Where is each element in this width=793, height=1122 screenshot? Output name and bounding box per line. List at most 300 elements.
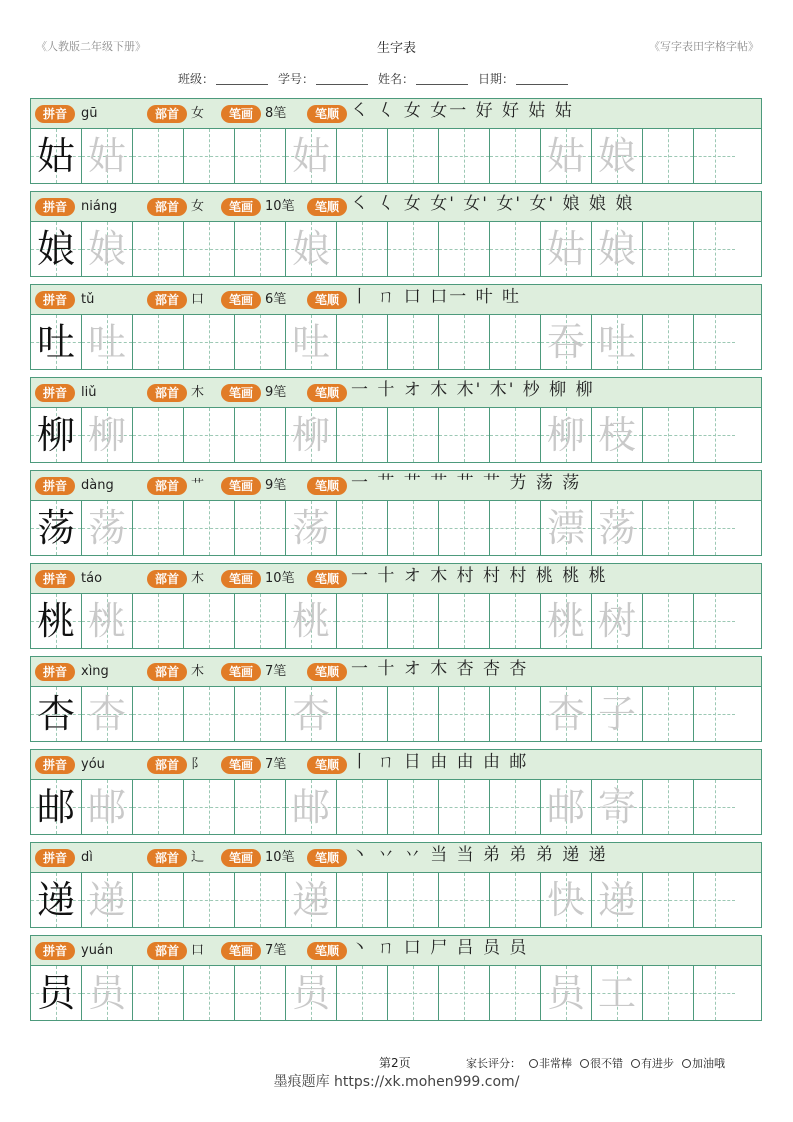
stroke-order-value: 一 艹 艹 艹 艹 艹 艻 荡 荡 xyxy=(351,473,582,493)
radical-tag: 部首 xyxy=(147,198,187,216)
pinyin-tag: 拼音 xyxy=(35,384,75,402)
trace-character: 柳 xyxy=(87,413,126,457)
practice-cell[interactable] xyxy=(490,594,541,648)
word-trace-cell xyxy=(541,687,592,741)
pinyin-tag: 拼音 xyxy=(35,849,75,867)
model-character: 员 xyxy=(36,971,75,1015)
model-character-cell xyxy=(31,687,82,741)
stroke-order-tag: 笔顺 xyxy=(307,291,347,309)
trace-character: 递 xyxy=(87,878,126,922)
practice-grid xyxy=(31,966,761,1020)
practice-cell[interactable] xyxy=(490,501,541,555)
practice-cell[interactable] xyxy=(490,129,541,183)
worksheet-type-label: 《写字表田字格字帖》 xyxy=(649,40,759,53)
model-character: 柳 xyxy=(36,413,75,457)
model-character: 桃 xyxy=(36,599,75,643)
entry-header xyxy=(31,843,761,873)
radical-tag: 部首 xyxy=(147,756,187,774)
word-trace-cell xyxy=(541,594,592,648)
practice-cell[interactable] xyxy=(337,129,388,183)
practice-cell[interactable] xyxy=(133,501,184,555)
word-trace-cell xyxy=(541,780,592,834)
trace-character: 桃 xyxy=(291,599,330,643)
word-trace-cell xyxy=(541,873,592,927)
student-info-row xyxy=(178,70,578,87)
pinyin-value: liǔ xyxy=(81,385,97,400)
practice-cell[interactable] xyxy=(133,780,184,834)
trace-character: 娘 xyxy=(291,227,330,271)
practice-cell[interactable] xyxy=(133,966,184,1020)
trace-character: 快 xyxy=(546,878,585,922)
character-entry xyxy=(30,842,762,928)
word-trace-cell xyxy=(592,315,643,369)
word-trace-cell xyxy=(592,873,643,927)
practice-cell[interactable] xyxy=(235,966,286,1020)
character-entry xyxy=(30,935,762,1021)
class-blank[interactable] xyxy=(216,73,268,85)
practice-cell[interactable] xyxy=(388,129,439,183)
pinyin-tag: 拼音 xyxy=(35,570,75,588)
rating-option-label: 很不错 xyxy=(590,1057,623,1070)
practice-cell[interactable] xyxy=(337,594,388,648)
radical-value: 木 xyxy=(191,664,205,679)
practice-cell[interactable] xyxy=(439,966,490,1020)
character-entry xyxy=(30,563,762,649)
trace-character: 娘 xyxy=(597,134,636,178)
stroke-count-tag: 笔画 xyxy=(221,477,261,495)
model-character-cell xyxy=(31,780,82,834)
practice-cell[interactable] xyxy=(184,873,235,927)
trace-character-cell xyxy=(286,873,337,927)
practice-cell[interactable] xyxy=(694,129,735,183)
radical-tag: 部首 xyxy=(147,105,187,123)
practice-cell[interactable] xyxy=(337,687,388,741)
practice-cell[interactable] xyxy=(439,501,490,555)
practice-cell[interactable] xyxy=(439,408,490,462)
entry-header xyxy=(31,192,761,222)
site-watermark: 墨痕题库 https://xk.mohen999.com/ xyxy=(273,1074,520,1090)
radical-value: 艹 xyxy=(191,478,205,493)
pinyin-value: dàng xyxy=(81,478,114,493)
word-trace-cell xyxy=(592,780,643,834)
stroke-count-tag: 笔画 xyxy=(221,570,261,588)
parent-rating-label: 家长评分： xyxy=(466,1057,521,1070)
trace-character: 树 xyxy=(597,599,636,643)
practice-cell[interactable] xyxy=(388,594,439,648)
practice-cell[interactable] xyxy=(133,594,184,648)
stroke-order-value: 丶 丷 丷 当 当 弟 弟 弟 递 递 xyxy=(351,845,608,865)
trace-character: 桃 xyxy=(87,599,126,643)
stroke-order-value: ㇛ 𡿨 女 女一 好 好 姑 姑 xyxy=(351,101,574,121)
radical-value: 阝 xyxy=(191,757,205,772)
trace-character-cell xyxy=(286,687,337,741)
practice-cell[interactable] xyxy=(643,222,694,276)
stroke-count-tag: 笔画 xyxy=(221,198,261,216)
practice-cell[interactable] xyxy=(133,408,184,462)
practice-cell[interactable] xyxy=(439,780,490,834)
model-character-cell xyxy=(31,966,82,1020)
entry-header xyxy=(31,657,761,687)
stroke-order-value: 丶 ㄇ 口 尸 吕 员 员 xyxy=(351,938,529,958)
pinyin-tag: 拼音 xyxy=(35,477,75,495)
stroke-count-tag: 笔画 xyxy=(221,291,261,309)
entry-header xyxy=(31,285,761,315)
trace-character: 娘 xyxy=(597,227,636,271)
stroke-order-value: 一 十 オ 木 杏 杏 杏 xyxy=(351,659,529,679)
practice-cell[interactable] xyxy=(388,966,439,1020)
practice-cell[interactable] xyxy=(439,594,490,648)
name-blank[interactable] xyxy=(416,73,468,85)
stroke-count-tag: 笔画 xyxy=(221,849,261,867)
practice-cell[interactable] xyxy=(235,315,286,369)
practice-cell[interactable] xyxy=(235,873,286,927)
rating-option-label: 加油哦 xyxy=(692,1057,725,1070)
practice-grid xyxy=(31,687,761,741)
practice-cell[interactable] xyxy=(235,222,286,276)
practice-cell[interactable] xyxy=(490,966,541,1020)
model-character: 吐 xyxy=(36,320,75,364)
word-trace-cell xyxy=(541,501,592,555)
practice-cell[interactable] xyxy=(337,222,388,276)
practice-cell[interactable] xyxy=(643,687,694,741)
model-character-cell xyxy=(31,501,82,555)
trace-character: 吐 xyxy=(597,320,636,364)
class-field xyxy=(178,70,268,87)
trace-character: 枝 xyxy=(597,413,636,457)
practice-cell[interactable] xyxy=(388,873,439,927)
stroke-count-value: 7笔 xyxy=(265,943,287,958)
practice-cell[interactable] xyxy=(490,687,541,741)
practice-cell[interactable] xyxy=(184,315,235,369)
trace-character: 递 xyxy=(597,878,636,922)
practice-cell[interactable] xyxy=(133,873,184,927)
date-blank[interactable] xyxy=(516,73,568,85)
trace-character-cell xyxy=(82,780,133,834)
practice-cell[interactable] xyxy=(235,594,286,648)
practice-cell[interactable] xyxy=(235,687,286,741)
practice-cell[interactable] xyxy=(337,873,388,927)
stroke-order-tag: 笔顺 xyxy=(307,663,347,681)
practice-cell[interactable] xyxy=(133,687,184,741)
entry-header xyxy=(31,99,761,129)
entry-header xyxy=(31,750,761,780)
rating-option-label: 非常棒 xyxy=(539,1057,572,1070)
radio-circle-icon xyxy=(682,1059,691,1068)
trace-character: 杏 xyxy=(87,692,126,736)
practice-cell[interactable] xyxy=(235,129,286,183)
model-character-cell xyxy=(31,222,82,276)
character-entry xyxy=(30,98,762,184)
entry-header xyxy=(31,378,761,408)
trace-character-cell xyxy=(286,501,337,555)
stroke-order-tag: 笔顺 xyxy=(307,477,347,495)
practice-cell[interactable] xyxy=(184,408,235,462)
rating-option-improving[interactable] xyxy=(631,1055,674,1071)
trace-character-cell xyxy=(82,501,133,555)
trace-character-cell xyxy=(286,408,337,462)
practice-cell[interactable] xyxy=(439,222,490,276)
practice-cell[interactable] xyxy=(643,501,694,555)
stroke-count-tag: 笔画 xyxy=(221,756,261,774)
practice-cell[interactable] xyxy=(388,315,439,369)
trace-character: 娘 xyxy=(87,227,126,271)
radical-value: 辶 xyxy=(191,850,205,865)
practice-cell[interactable] xyxy=(133,129,184,183)
stroke-order-tag: 笔顺 xyxy=(307,942,347,960)
radical-value: 木 xyxy=(191,385,205,400)
practice-cell[interactable] xyxy=(337,408,388,462)
practice-cell[interactable] xyxy=(643,408,694,462)
stroke-order-tag: 笔顺 xyxy=(307,756,347,774)
practice-cell[interactable] xyxy=(184,966,235,1020)
stroke-order-value: 丨 ㄇ 口 口一 叶 吐 xyxy=(351,287,522,307)
trace-character-cell xyxy=(82,222,133,276)
rating-option-label: 有进步 xyxy=(641,1057,674,1070)
practice-cell[interactable] xyxy=(337,501,388,555)
practice-cell[interactable] xyxy=(439,129,490,183)
trace-character: 柳 xyxy=(291,413,330,457)
pinyin-tag: 拼音 xyxy=(35,105,75,123)
word-trace-cell xyxy=(541,966,592,1020)
radio-circle-icon xyxy=(631,1059,640,1068)
pinyin-value: yóu xyxy=(81,757,105,772)
character-table xyxy=(30,98,762,1028)
radical-value: 口 xyxy=(191,292,205,307)
word-trace-cell xyxy=(592,408,643,462)
model-character: 娘 xyxy=(36,227,75,271)
radical-tag: 部首 xyxy=(147,663,187,681)
stroke-count-tag: 笔画 xyxy=(221,663,261,681)
practice-cell[interactable] xyxy=(694,687,735,741)
practice-cell[interactable] xyxy=(337,780,388,834)
word-trace-cell xyxy=(592,594,643,648)
trace-character-cell xyxy=(82,873,133,927)
practice-cell[interactable] xyxy=(184,780,235,834)
trace-character: 杏 xyxy=(291,692,330,736)
pinyin-tag: 拼音 xyxy=(35,291,75,309)
model-character-cell xyxy=(31,408,82,462)
radio-circle-icon xyxy=(580,1059,589,1068)
practice-cell[interactable] xyxy=(337,315,388,369)
radical-tag: 部首 xyxy=(147,942,187,960)
trace-character-cell xyxy=(286,966,337,1020)
practice-cell[interactable] xyxy=(694,501,735,555)
radical-tag: 部首 xyxy=(147,570,187,588)
trace-character-cell xyxy=(286,222,337,276)
practice-cell[interactable] xyxy=(490,408,541,462)
practice-cell[interactable] xyxy=(694,780,735,834)
trace-character: 邮 xyxy=(291,785,330,829)
practice-cell[interactable] xyxy=(694,315,735,369)
practice-cell[interactable] xyxy=(643,966,694,1020)
student-id-label: 学号： xyxy=(278,72,315,86)
trace-character: 桃 xyxy=(546,599,585,643)
practice-cell[interactable] xyxy=(184,594,235,648)
stroke-order-tag: 笔顺 xyxy=(307,198,347,216)
practice-cell[interactable] xyxy=(184,222,235,276)
stroke-count-value: 6笔 xyxy=(265,292,287,307)
practice-cell[interactable] xyxy=(133,222,184,276)
pinyin-value: xìng xyxy=(81,664,109,679)
model-character-cell xyxy=(31,129,82,183)
trace-character: 柳 xyxy=(546,413,585,457)
trace-character: 漂 xyxy=(546,506,585,550)
practice-grid xyxy=(31,315,761,369)
practice-cell[interactable] xyxy=(337,966,388,1020)
pinyin-tag: 拼音 xyxy=(35,198,75,216)
practice-cell[interactable] xyxy=(439,687,490,741)
practice-cell[interactable] xyxy=(388,501,439,555)
practice-grid xyxy=(31,222,761,276)
practice-cell[interactable] xyxy=(184,129,235,183)
date-label: 日期： xyxy=(478,72,515,86)
trace-character: 杏 xyxy=(546,692,585,736)
trace-character: 员 xyxy=(546,971,585,1015)
trace-character-cell xyxy=(286,315,337,369)
stroke-count-value: 7笔 xyxy=(265,757,287,772)
student-id-blank[interactable] xyxy=(316,73,368,85)
stroke-order-value: 丨 ㄇ 日 由 由 由 邮 xyxy=(351,752,529,772)
practice-cell[interactable] xyxy=(643,780,694,834)
trace-character: 寄 xyxy=(597,785,636,829)
word-trace-cell xyxy=(541,129,592,183)
character-entry xyxy=(30,749,762,835)
stroke-order-value: 一 十 オ 木 木' 木' 杪 柳 柳 xyxy=(351,380,595,400)
name-field xyxy=(378,70,468,87)
trace-character: 荡 xyxy=(597,506,636,550)
stroke-order-value: 一 十 オ 木 村 村 村 桃 桃 桃 xyxy=(351,566,608,586)
word-trace-cell xyxy=(592,687,643,741)
model-character: 杏 xyxy=(36,692,75,736)
name-label: 姓名： xyxy=(378,72,415,86)
trace-character: 递 xyxy=(291,878,330,922)
model-character-cell xyxy=(31,873,82,927)
model-character: 递 xyxy=(36,878,75,922)
word-trace-cell xyxy=(541,222,592,276)
pinyin-tag: 拼音 xyxy=(35,756,75,774)
trace-character: 吞 xyxy=(546,320,585,364)
trace-character: 邮 xyxy=(546,785,585,829)
stroke-order-tag: 笔顺 xyxy=(307,384,347,402)
practice-cell[interactable] xyxy=(490,315,541,369)
practice-cell[interactable] xyxy=(184,501,235,555)
radical-tag: 部首 xyxy=(147,477,187,495)
character-entry xyxy=(30,377,762,463)
trace-character-cell xyxy=(82,594,133,648)
rating-option-excellent[interactable] xyxy=(529,1055,572,1071)
stroke-count-tag: 笔画 xyxy=(221,105,261,123)
trace-character: 吐 xyxy=(87,320,126,364)
model-character: 邮 xyxy=(36,785,75,829)
model-character-cell xyxy=(31,315,82,369)
radical-tag: 部首 xyxy=(147,291,187,309)
word-trace-cell xyxy=(592,966,643,1020)
stroke-count-value: 9笔 xyxy=(265,478,287,493)
trace-character: 员 xyxy=(291,971,330,1015)
practice-cell[interactable] xyxy=(235,408,286,462)
entry-header xyxy=(31,564,761,594)
stroke-order-tag: 笔顺 xyxy=(307,570,347,588)
entry-header xyxy=(31,936,761,966)
trace-character-cell xyxy=(82,687,133,741)
practice-cell[interactable] xyxy=(490,222,541,276)
rating-option-keep-going[interactable] xyxy=(682,1055,725,1071)
trace-character: 吐 xyxy=(291,320,330,364)
practice-cell[interactable] xyxy=(694,222,735,276)
practice-cell[interactable] xyxy=(388,687,439,741)
practice-cell[interactable] xyxy=(643,873,694,927)
stroke-count-value: 8笔 xyxy=(265,106,287,121)
practice-cell[interactable] xyxy=(694,408,735,462)
practice-cell[interactable] xyxy=(643,129,694,183)
practice-grid xyxy=(31,501,761,555)
practice-cell[interactable] xyxy=(643,594,694,648)
stroke-order-tag: 笔顺 xyxy=(307,105,347,123)
practice-cell[interactable] xyxy=(694,873,735,927)
practice-grid xyxy=(31,594,761,648)
character-entry xyxy=(30,191,762,277)
stroke-order-tag: 笔顺 xyxy=(307,849,347,867)
trace-character-cell xyxy=(82,129,133,183)
trace-character: 荡 xyxy=(291,506,330,550)
page-number: 第2页 xyxy=(379,1056,411,1070)
character-entry xyxy=(30,470,762,556)
stroke-count-tag: 笔画 xyxy=(221,942,261,960)
practice-cell[interactable] xyxy=(694,966,735,1020)
word-trace-cell xyxy=(592,222,643,276)
character-entry xyxy=(30,284,762,370)
radical-tag: 部首 xyxy=(147,384,187,402)
trace-character-cell xyxy=(286,780,337,834)
pinyin-value: gū xyxy=(81,106,98,121)
practice-cell[interactable] xyxy=(184,687,235,741)
trace-character: 子 xyxy=(597,692,636,736)
pinyin-tag: 拼音 xyxy=(35,942,75,960)
practice-cell[interactable] xyxy=(133,315,184,369)
practice-cell[interactable] xyxy=(439,873,490,927)
stroke-count-value: 10笔 xyxy=(265,850,295,865)
trace-character: 姑 xyxy=(291,134,330,178)
trace-character: 工 xyxy=(597,971,636,1015)
page-title: 生字表 xyxy=(376,41,416,56)
model-character: 姑 xyxy=(36,134,75,178)
stroke-count-value: 10笔 xyxy=(265,571,295,586)
practice-cell[interactable] xyxy=(235,501,286,555)
practice-cell[interactable] xyxy=(388,780,439,834)
trace-character: 邮 xyxy=(87,785,126,829)
practice-cell[interactable] xyxy=(643,315,694,369)
word-trace-cell xyxy=(541,408,592,462)
trace-character-cell xyxy=(82,315,133,369)
radical-value: 女 xyxy=(191,199,205,214)
pinyin-value: tǔ xyxy=(81,292,95,307)
radio-circle-icon xyxy=(529,1059,538,1068)
practice-cell[interactable] xyxy=(490,873,541,927)
practice-cell[interactable] xyxy=(388,408,439,462)
practice-cell[interactable] xyxy=(388,222,439,276)
practice-cell[interactable] xyxy=(694,594,735,648)
stroke-count-tag: 笔画 xyxy=(221,384,261,402)
practice-cell[interactable] xyxy=(235,780,286,834)
pinyin-value: yuán xyxy=(81,943,114,958)
stroke-count-value: 7笔 xyxy=(265,664,287,679)
rating-option-good[interactable] xyxy=(580,1055,623,1071)
parent-rating xyxy=(466,1055,733,1071)
practice-cell[interactable] xyxy=(490,780,541,834)
practice-cell[interactable] xyxy=(439,315,490,369)
stroke-count-value: 10笔 xyxy=(265,199,295,214)
radical-tag: 部首 xyxy=(147,849,187,867)
